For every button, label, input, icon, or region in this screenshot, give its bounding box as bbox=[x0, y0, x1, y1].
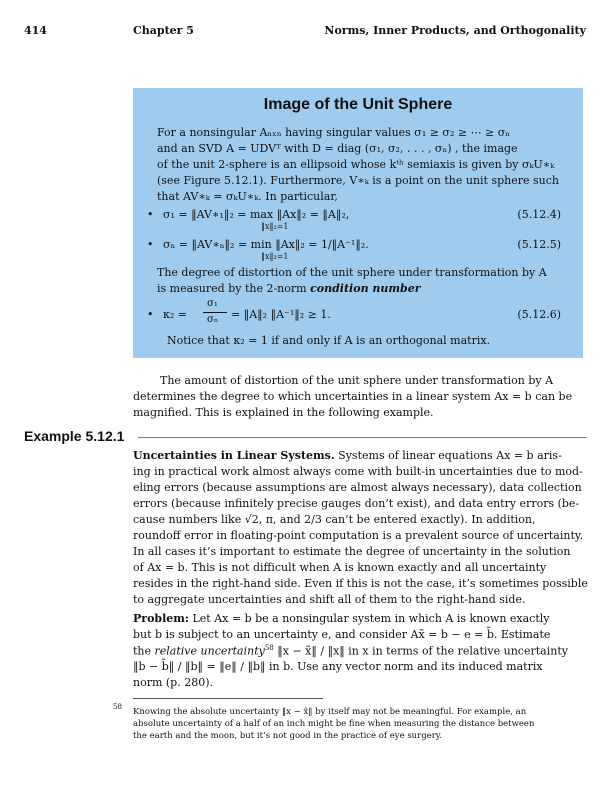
problem-line bbox=[133, 644, 568, 658]
example-line: roundoff error in floating-point computation is a prevalent source of uncertainty. bbox=[133, 529, 584, 542]
bullet-icon: • bbox=[147, 208, 154, 221]
example-label: Example 5.12.1 bbox=[24, 428, 125, 444]
equation-sigma1: σ₁ = ‖AV∗₁‖₂ = max ‖Ax‖₂ = ‖A‖₂, bbox=[163, 208, 350, 221]
problem-line-text: Let Ax = b be a nonsingular system in which A is known exactly bbox=[188, 612, 550, 625]
example-line: of Ax = b. This is not difficult when A is known exactly and all uncertainty bbox=[133, 561, 547, 574]
footnote-rule bbox=[133, 698, 323, 699]
problem-line: ‖b − b̃‖ / ‖b‖ = ‖e‖ / ‖b‖ in b. Use any vector norm and its induced matrix bbox=[133, 660, 543, 673]
chapter-title: Norms, Inner Products, and Orthogonality bbox=[324, 24, 586, 37]
box-line: The degree of distortion of the unit sphere under transformation by A bbox=[157, 266, 547, 279]
condition-number-term: condition number bbox=[310, 282, 421, 295]
example-line: eling errors (because assumptions are almost always necessary), data collection bbox=[133, 481, 582, 494]
equation-sigman: σₙ = ‖AV∗ₙ‖₂ = min ‖Ax‖₂ = 1/‖A⁻¹‖₂. bbox=[163, 238, 369, 251]
footnote-ref[interactable]: 58 bbox=[264, 644, 274, 652]
problem-label: Problem: bbox=[133, 612, 189, 625]
equation-sigman-subscript: ‖x‖₂=1 bbox=[261, 252, 289, 261]
fraction-denominator: σₙ bbox=[207, 314, 219, 325]
equation-kappa-lhs: κ₂ = bbox=[163, 308, 187, 321]
problem-line bbox=[133, 612, 549, 625]
example-line: In all cases it’s important to estimate the degree of uncertainty in the solution bbox=[133, 545, 571, 558]
example-heading: Uncertainties in Linear Systems. bbox=[133, 449, 335, 462]
unit-sphere-box bbox=[133, 88, 583, 358]
example-line: cause numbers like √2, π, and 2/3 can’t be entered exactly). In addition, bbox=[133, 513, 536, 526]
relative-uncertainty-term: relative uncertainty bbox=[154, 644, 265, 658]
bullet-icon: • bbox=[147, 308, 154, 321]
example-line bbox=[133, 449, 562, 462]
page-number: 414 bbox=[24, 24, 47, 37]
example-line: resides in the right-hand side. Even if this is not the case, it’s sometimes possible bbox=[133, 577, 588, 590]
fraction-bar bbox=[203, 312, 227, 313]
problem-line-text: the bbox=[133, 644, 155, 658]
box-line-text: is measured by the 2-norm bbox=[157, 282, 311, 295]
problem-line: but b is subject to an uncertainty e, and consider Ax̃ = b − e = b̃. Estimate bbox=[133, 628, 551, 641]
box-title: Image of the Unit Sphere bbox=[263, 96, 453, 113]
bullet-icon: • bbox=[147, 238, 154, 251]
footnote-number: 58 bbox=[113, 703, 122, 711]
box-notice: Notice that κ₂ = 1 if and only if A is an orthogonal matrix. bbox=[167, 334, 491, 347]
intro-line: magnified. This is explained in the following example. bbox=[133, 406, 434, 419]
problem-line: norm (p. 280). bbox=[133, 676, 214, 689]
equation-sigma1-subscript: ‖x‖₂=1 bbox=[261, 222, 289, 231]
problem-line-text: ‖x − x̃‖ / ‖x‖ in x in terms of the relative uncertainty bbox=[273, 644, 568, 658]
example-line: errors (because infinitely precise gauges don’t exist), and data entry errors (be- bbox=[133, 497, 580, 510]
chapter-label: Chapter 5 bbox=[133, 24, 194, 37]
box-line: that AV∗ₖ = σₖU∗ₖ. In particular, bbox=[157, 190, 338, 203]
box-line: For a nonsingular Aₙₓₙ having singular values σ₁ ≥ σ₂ ≥ ⋯ ≥ σₙ bbox=[157, 126, 511, 139]
box-line: and an SVD A = UDVᵀ with D = diag (σ₁, σ₂, . . . , σₙ) , the image bbox=[157, 142, 518, 155]
intro-line: determines the degree to which uncertainties in a linear system Ax = b can be bbox=[133, 390, 573, 403]
example-rule bbox=[138, 437, 587, 438]
box-line: of the unit 2-sphere is an ellipsoid whose kᵗʰ semiaxis is given by σₖU∗ₖ bbox=[157, 158, 555, 171]
example-line-text: Systems of linear equations Ax = b aris- bbox=[334, 449, 562, 462]
fraction-numerator: σ₁ bbox=[207, 298, 218, 309]
footnote-line: Knowing the absolute uncertainty ‖x − x̃‖ by itself may not be meaningful. For example, an bbox=[133, 707, 527, 717]
equation-number: (5.12.6) bbox=[517, 308, 561, 321]
equation-number: (5.12.5) bbox=[517, 238, 561, 251]
box-line: (see Figure 5.12.1). Furthermore, V∗ₖ is a point on the unit sphere such bbox=[157, 174, 559, 187]
box-line bbox=[157, 282, 421, 295]
footnote-line: absolute uncertainty of a half of an inch might be fine when measuring the distance between bbox=[133, 719, 535, 729]
footnote-line: the earth and the moon, but it’s not good in the practice of eye surgery. bbox=[133, 731, 443, 741]
intro-line: The amount of distortion of the unit sphere under transformation by A bbox=[160, 374, 554, 387]
example-line: to aggregate uncertainties and shift all of them to the right-hand side. bbox=[133, 593, 526, 606]
equation-kappa-rhs: = ‖A‖₂ ‖A⁻¹‖₂ ≥ 1. bbox=[231, 308, 331, 321]
equation-number: (5.12.4) bbox=[517, 208, 561, 221]
example-line: ing in practical work almost always come with built-in uncertainties due to mod- bbox=[133, 465, 583, 478]
